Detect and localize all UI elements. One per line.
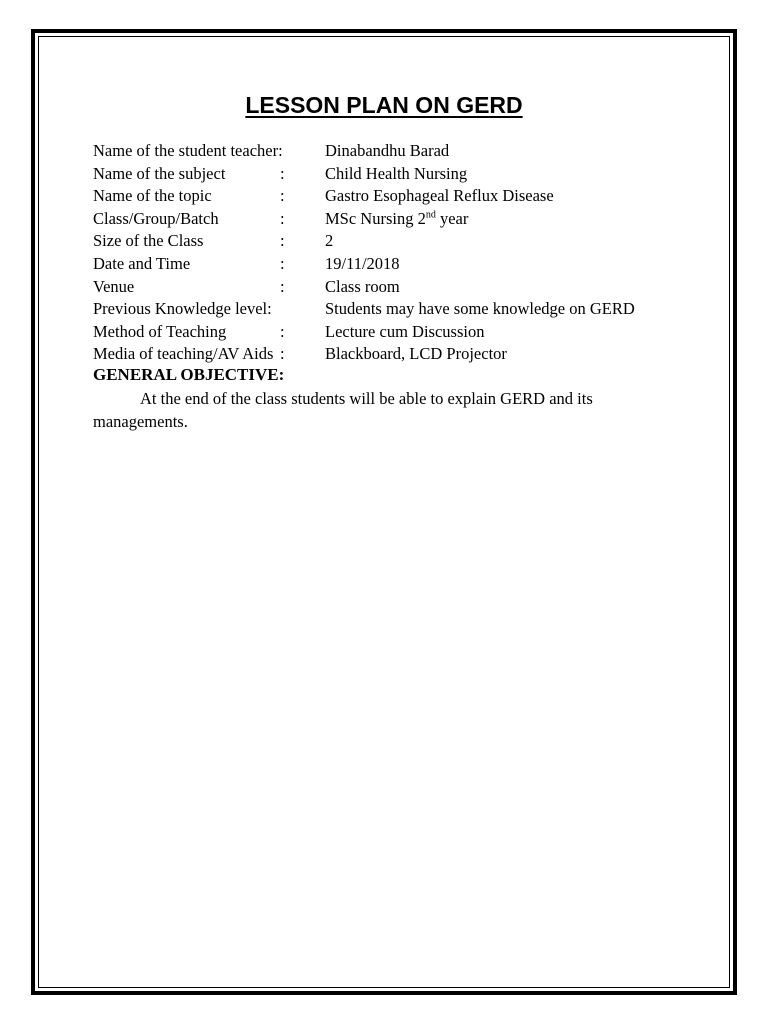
field-value: Blackboard, LCD Projector [325, 344, 507, 364]
field-value-superscript: nd [425, 209, 436, 221]
field-row-topic [93, 185, 713, 208]
general-objective-text: At the end of the class students will be able to explain GERD and its managements. [93, 389, 593, 431]
field-row-date-time [93, 253, 713, 276]
field-value [325, 208, 468, 231]
field-label: Method of Teaching [93, 321, 227, 341]
field-label: Size of the Class [93, 231, 204, 251]
field-label: Previous Knowledge level: [93, 299, 272, 319]
field-value: Child Health Nursing [325, 163, 468, 183]
field-value: 2 [325, 231, 334, 251]
field-label: Date and Time [93, 253, 191, 273]
lesson-details [93, 140, 713, 366]
field-label: Name of the topic [93, 186, 212, 206]
field-value-main: MSc Nursing 2 [325, 208, 426, 228]
field-value: 19/11/2018 [325, 253, 400, 273]
field-value: Lecture cum Discussion [325, 321, 485, 341]
field-value: Dinabandhu Barad [325, 141, 450, 160]
field-colon: : [280, 186, 285, 206]
field-value: Class room [325, 276, 400, 296]
field-label: Name of the student teacher: [93, 141, 283, 160]
field-row-class-group-batch [93, 208, 713, 231]
field-colon: : [280, 208, 285, 228]
field-row-previous-knowledge [93, 298, 713, 321]
field-colon: : [280, 321, 285, 341]
field-value: Gastro Esophageal Reflux Disease [325, 186, 554, 206]
field-row-method-of-teaching [93, 321, 713, 344]
field-row-student-teacher [93, 140, 713, 163]
field-colon: : [280, 163, 285, 183]
field-label: Class/Group/Batch [93, 208, 219, 228]
field-label: Name of the subject [93, 163, 226, 183]
field-colon: : [280, 344, 285, 364]
field-colon: : [280, 231, 285, 251]
field-row-media-av-aids [93, 343, 713, 366]
general-objective-heading: GENERAL OBJECTIVE: [93, 365, 285, 384]
document-title: LESSON PLAN ON GERD [245, 92, 523, 118]
field-row-venue [93, 276, 713, 299]
field-value: Students may have some knowledge on GERD [325, 299, 635, 319]
field-value-suffix: year [435, 208, 469, 228]
field-colon: : [280, 276, 285, 296]
field-row-class-size [93, 230, 713, 253]
field-label: Media of teaching/AV Aids [93, 344, 274, 364]
field-colon: : [280, 253, 285, 273]
field-label: Venue [93, 276, 135, 296]
field-row-subject [93, 163, 713, 186]
